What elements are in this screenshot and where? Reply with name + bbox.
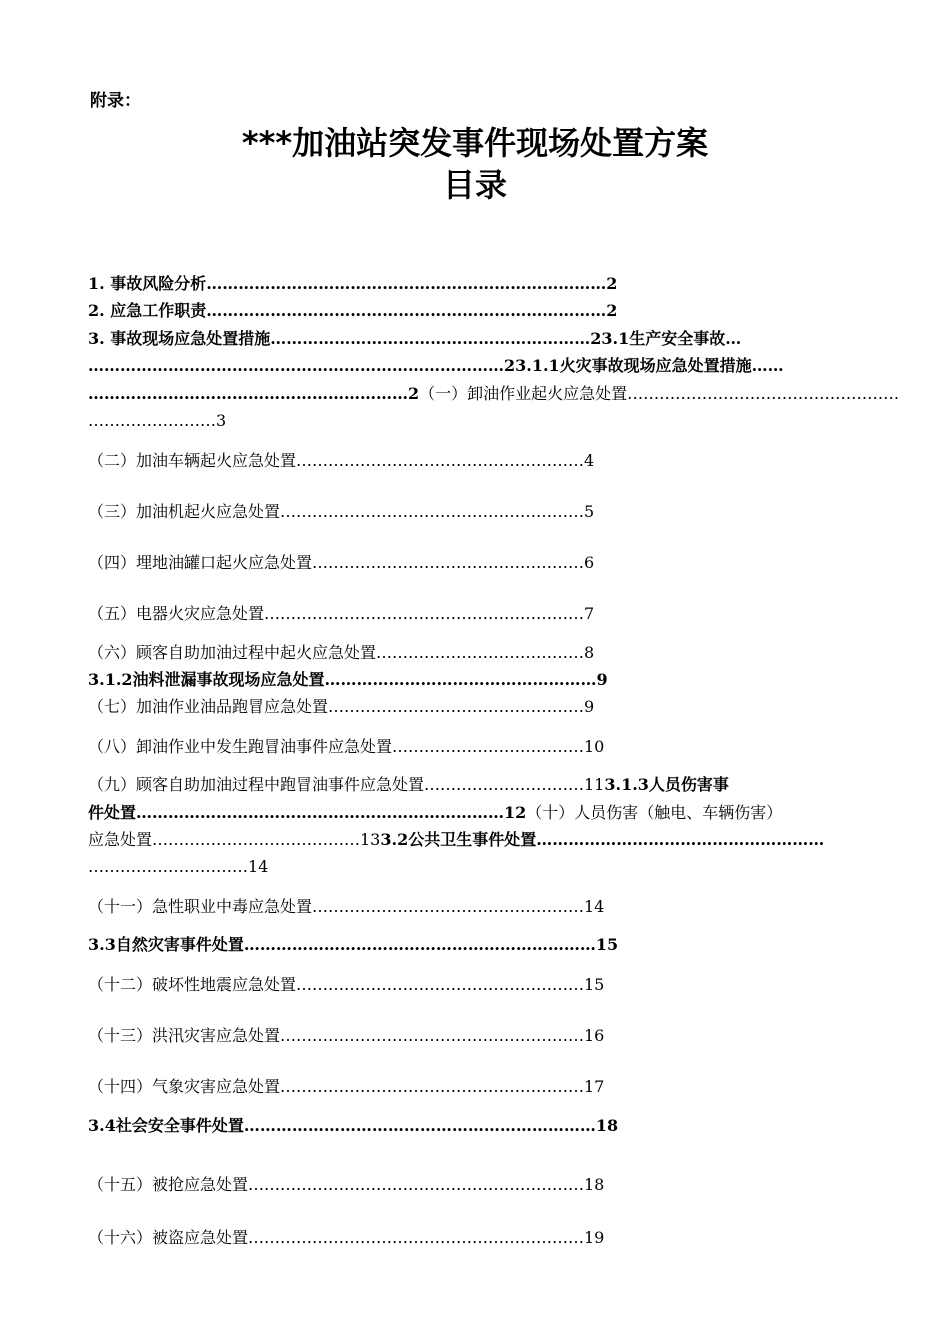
- toc-text: （十）人员伤害（触电、车辆伤害）: [526, 803, 783, 822]
- toc-entry: 1. 事故风险分析…………………………………………………………………2: [88, 274, 618, 293]
- document-title: ***加油站突发事件现场处置方案: [241, 124, 709, 162]
- toc-text: 件处置……………………………………………………………12: [88, 803, 527, 822]
- toc-entry: （五）电器火灾应急处置……………………………………………………7: [88, 604, 595, 623]
- toc-entry: 3. 事故现场应急处置措施……………………………………………………23.1生产安全事故…: [88, 329, 742, 348]
- toc-entry: 3.1.2油料泄漏事故现场应急处置……………………………………………9: [88, 670, 608, 689]
- toc-entry: [88, 384, 899, 404]
- toc-text: 3.2公共卫生事件处置………………………………………………: [380, 830, 825, 849]
- toc-entry: （二）加油车辆起火应急处置………………………………………………4: [88, 451, 595, 470]
- toc-entry: 3.4社会安全事件处置…………………………………………………………18: [88, 1116, 619, 1135]
- toc-text: （九）顾客自助加油过程中跑冒油事件应急处置…………………………11: [88, 775, 605, 794]
- toc-entry: 2. 应急工作职责…………………………………………………………………2: [88, 301, 618, 320]
- toc-entry: （十六）被盗应急处置………………………………………………………19: [88, 1228, 605, 1247]
- toc-text: （一）卸油作业起火应急处置……………………………………………: [419, 384, 900, 403]
- toc-entry: ……………………3: [88, 411, 227, 430]
- toc-entry: ……………………………………………………………………23.1.1火灾事故现场应急处置措施……: [88, 356, 784, 375]
- toc-entry: （四）埋地油罐口起火应急处置……………………………………………6: [88, 553, 595, 572]
- toc-entry: （十四）气象灾害应急处置…………………………………………………17: [88, 1077, 605, 1096]
- toc-entry: （十五）被抢应急处置………………………………………………………18: [88, 1175, 605, 1194]
- toc-entry: [88, 775, 729, 795]
- toc-entry: [88, 803, 782, 823]
- toc-text: 应急处置…………………………………13: [88, 830, 381, 849]
- toc-entry: （八）卸油作业中发生跑冒油事件应急处置………………………………10: [88, 737, 605, 756]
- toc-entry: 3.3自然灾害事件处置…………………………………………………………15: [88, 935, 619, 954]
- toc-entry: （六）顾客自助加油过程中起火应急处置…………………………………8: [88, 643, 595, 662]
- toc-text: 3.1.3人员伤害事: [604, 775, 729, 794]
- toc-entry: [88, 830, 824, 850]
- toc-entry: （十二）破坏性地震应急处置………………………………………………15: [88, 975, 605, 994]
- toc-entry: （七）加油作业油品跑冒应急处置…………………………………………9: [88, 697, 595, 716]
- toc-entry: （十一）急性职业中毒应急处置……………………………………………14: [88, 897, 605, 916]
- toc-heading: 目录: [442, 166, 507, 204]
- toc-text: ……………………………………………………2: [88, 384, 420, 403]
- toc-entry: …………………………14: [88, 857, 269, 876]
- toc-entry: （三）加油机起火应急处置…………………………………………………5: [88, 502, 595, 521]
- appendix-label: 附录：: [90, 91, 141, 111]
- toc-entry: （十三）洪汛灾害应急处置…………………………………………………16: [88, 1026, 605, 1045]
